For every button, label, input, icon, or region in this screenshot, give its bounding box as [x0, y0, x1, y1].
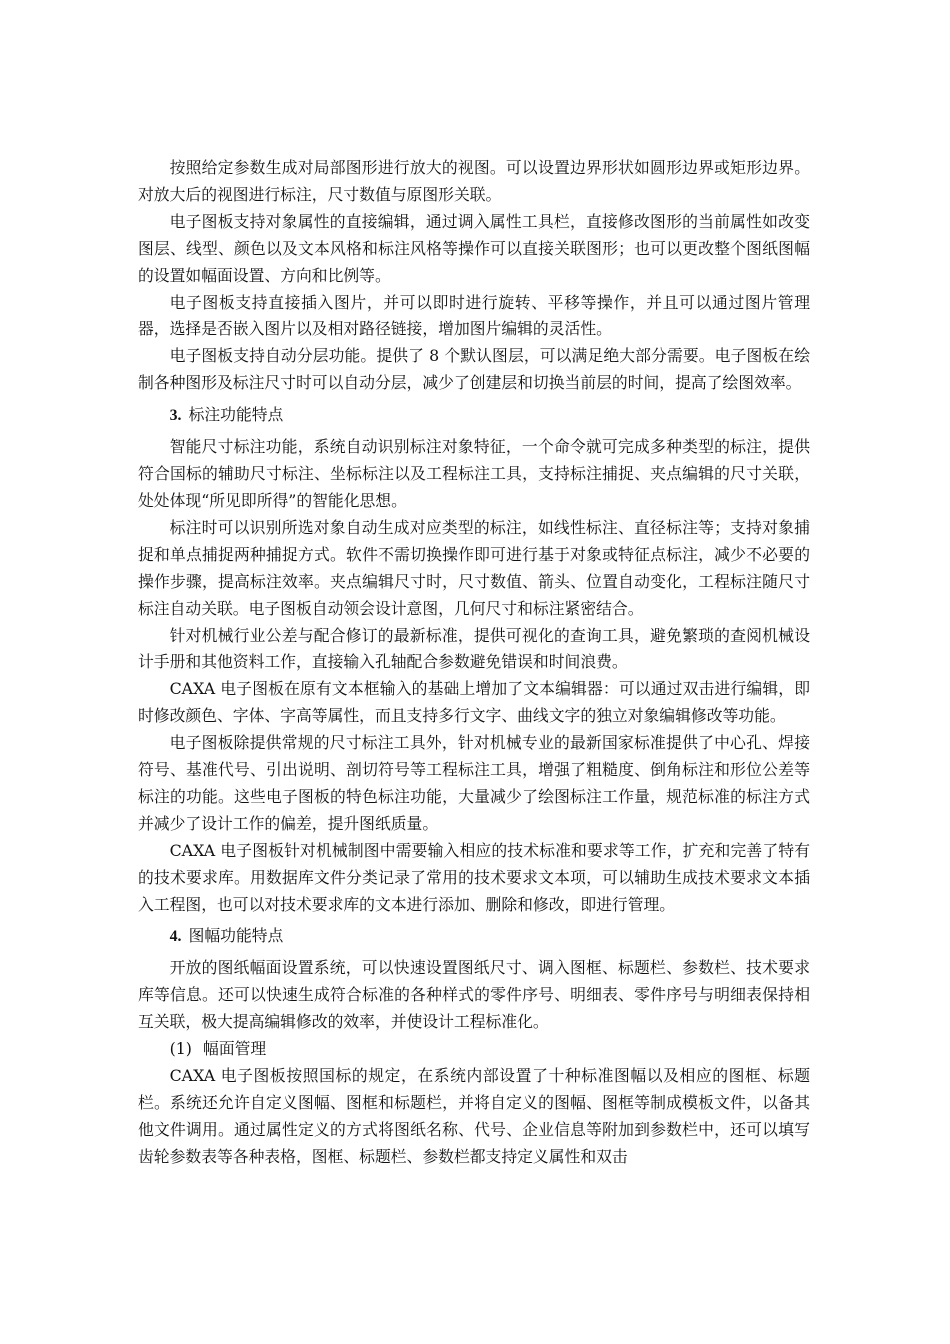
paragraph-sheet-settings: 开放的图纸幅面设置系统，可以快速设置图纸尺寸、调入图框、标题栏、参数栏、技术要求库等信息。还可以快速生成符合标准的各种样式的零件序号、明细表、零件序号与明细表保持相互关联，极大提高编辑修改的效率，并使设计工程标准化。	[138, 958, 810, 1032]
paragraph-detail-view: 按照给定参数生成对局部图形进行放大的视图。可以设置边界形状如圆形边界或矩形边界。对放大后的视图进行标注，尺寸数值与原图形关联。	[138, 158, 810, 204]
section-heading-annotation	[138, 397, 810, 434]
paragraph-auto-layering: 电子图板支持自动分层功能。提供了 8 个默认图层，可以满足绝大部分需要。电子图板在绘制各种图形及标注尺寸时可以自动分层，减少了创建层和切换当前层的时间，提高了绘图效率。	[138, 346, 810, 393]
paragraph-sheet-standards: CAXA 电子图板按照国标的规定，在系统内部设置了十种标准图幅以及相应的图框、标题栏。系统还允许自定义图幅、图框和标题栏，并将自定义的图幅、图框等制成模板文件，以备其他文件调用。通过属性定义的方式将图纸名称、代号、企业信息等附加到参数栏中，还可以填写齿轮参数表等各种表格，图框、标题栏、参数栏都支持定义属性和双击	[138, 1066, 810, 1166]
subsection-title: 幅面管理	[203, 1039, 267, 1059]
subsection-number: (1)	[169, 1039, 192, 1059]
paragraph-tolerance-query: 针对机械行业公差与配合修订的最新标准，提供可视化的查询工具，避免繁琐的查阅机械设计手册和其他资料工作，直接输入孔轴配合参数避免错误和时间浪费。	[138, 625, 810, 672]
section-heading-sheet	[138, 918, 810, 955]
paragraph-image-insert: 电子图板支持直接插入图片，并可以即时进行旋转、平移等操作，并且可以通过图片管理器，选择是否嵌入图片以及相对路径链接，增加图片编辑的灵活性。	[138, 292, 810, 339]
paragraph-smart-dimension: 智能尺寸标注功能，系统自动识别标注对象特征，一个命令就可完成多种类型的标注，提供符合国标的辅助尺寸标注、坐标标注以及工程标注工具，支持标注捕捉、夹点编辑的尺寸关联，处处体现“所见即所得”的智能化思想。	[138, 437, 810, 510]
paragraph-property-editing: 电子图板支持对象属性的直接编辑，通过调入属性工具栏，直接修改图形的当前属性如改变图层、线型、颜色以及文本风格和标注风格等操作可以直接关联图形；也可以更改整个图纸图幅的设置如幅面设置、方向和比例等。	[138, 211, 810, 285]
section-title: 标注功能特点	[188, 405, 284, 425]
paragraph-text-editor: CAXA 电子图板在原有文本框输入的基础上增加了文本编辑器：可以通过双击进行编辑，即时修改颜色、字体、字高等属性，而且支持多行文字、曲线文字的独立对象编辑修改等功能。	[138, 679, 810, 726]
section-number: 3.	[169, 407, 182, 425]
section-title: 图幅功能特点	[188, 926, 284, 946]
document-page	[138, 155, 810, 1171]
subsection-heading-sheet-management	[138, 1036, 810, 1063]
paragraph-engineering-annotation: 电子图板除提供常规的尺寸标注工具外，针对机械专业的最新国家标准提供了中心孔、焊接符号、基准代号、引出说明、剖切符号等工程标注工具，增强了粗糙度、倒角标注和形位公差等标注的功能。这些电子图板的特色标注功能，大量减少了绘图标注工作量，规范标准的标注方式并减少了设计工作的偏差，提升图纸质量。	[138, 733, 810, 833]
section-number: 4.	[169, 928, 182, 946]
paragraph-auto-dimension-type: 标注时可以识别所选对象自动生成对应类型的标注，如线性标注、直径标注等；支持对象捕捉和单点捕捉两种捕捉方式。软件不需切换操作即可进行基于对象或特征点标注，减少不必要的操作步骤，提高标注效率。夹点编辑尺寸时，尺寸数值、箭头、位置自动变化，工程标注随尺寸标注自动关联。电子图板自动领会设计意图，几何尺寸和标注紧密结合。	[138, 517, 810, 618]
paragraph-technical-requirements: CAXA 电子图板针对机械制图中需要输入相应的技术标准和要求等工作，扩充和完善了特有的技术要求库。用数据库文件分类记录了常用的技术要求文本项，可以辅助生成技术要求文本插入工程图，也可以对技术要求库的文本进行添加、删除和修改，即进行管理。	[138, 840, 810, 914]
